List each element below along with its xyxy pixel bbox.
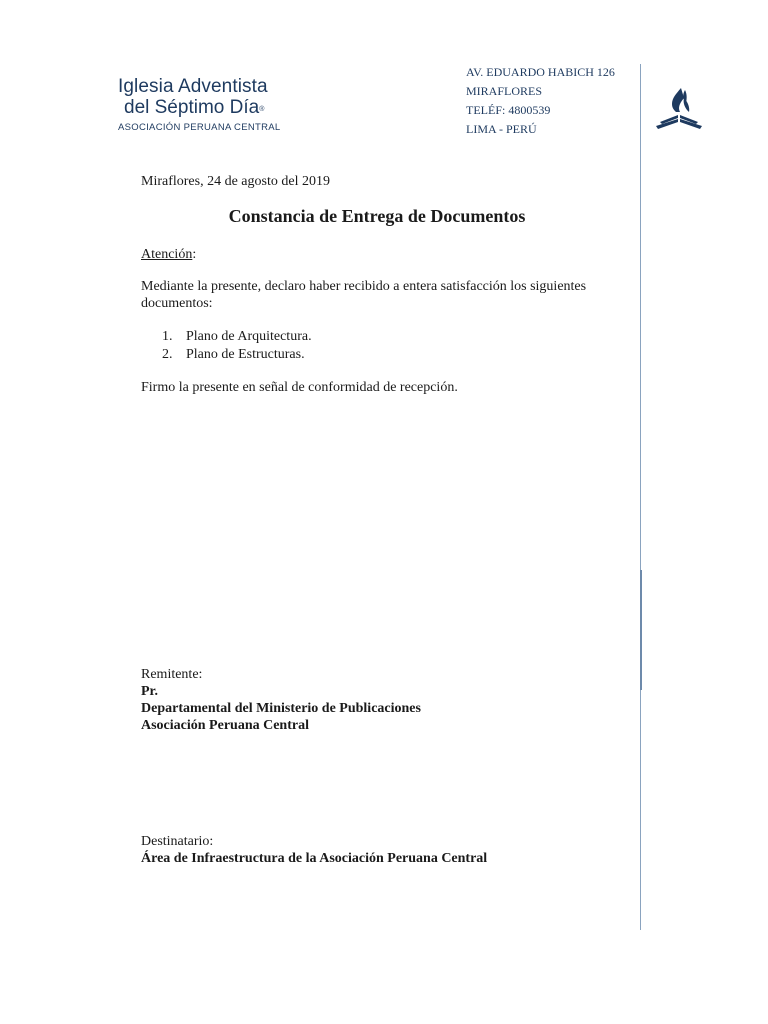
intro-paragraph: Mediante la presente, declaro haber recibido a entera satisfacción los siguientes documentos: xyxy=(141,279,587,311)
list-item xyxy=(162,346,312,364)
sender-block xyxy=(141,666,421,734)
sender-department: Departamental del Ministerio de Publicaciones xyxy=(141,701,421,716)
address-line-street: AV. EDUARDO HABICH 126 xyxy=(466,65,615,79)
recipient-name: Área de Infraestructura de la Asociación Peruana Central xyxy=(141,851,488,866)
document-title: Constancia de Entrega de Documentos xyxy=(228,206,526,226)
logo-line-2-text: del Séptimo Día xyxy=(124,97,260,118)
address-line-city: LIMA - PERÚ xyxy=(466,122,537,136)
attention-colon: : xyxy=(192,247,197,262)
sender-label: Remitente: xyxy=(141,667,203,682)
registered-mark: ® xyxy=(259,106,265,113)
attention-line xyxy=(141,246,196,263)
logo-line-2 xyxy=(118,97,280,118)
list-item-number: 1. xyxy=(162,329,173,344)
list-item-number: 2. xyxy=(162,347,173,362)
list-item-text: Plano de Arquitectura. xyxy=(186,329,312,344)
vertical-divider-accent xyxy=(640,570,642,690)
documents-list xyxy=(162,328,312,364)
sender-title: Pr. xyxy=(141,684,158,699)
closing-paragraph: Firmo la presente en señal de conformidad de recepción. xyxy=(141,380,458,395)
recipient-block xyxy=(141,833,487,867)
recipient-label: Destinatario: xyxy=(141,834,214,849)
sender-organization: Asociación Peruana Central xyxy=(141,718,309,733)
logo-line-1: Iglesia Adventista xyxy=(118,76,268,97)
date-line: Miraflores, 24 de agosto del 2019 xyxy=(141,174,330,189)
address-line-district: MIRAFLORES xyxy=(466,84,543,98)
address-line-phone: TELÉF: 4800539 xyxy=(466,103,551,117)
attention-label: Atención xyxy=(141,247,193,262)
church-logo xyxy=(118,76,280,135)
logo-line-3: ASOCIACIÓN PERUANA CENTRAL xyxy=(118,122,281,133)
address-block xyxy=(466,63,615,139)
list-item xyxy=(162,328,312,346)
list-item-text: Plano de Estructuras. xyxy=(186,347,305,362)
vertical-divider xyxy=(640,64,641,930)
adventist-flame-bible-icon xyxy=(654,86,704,132)
